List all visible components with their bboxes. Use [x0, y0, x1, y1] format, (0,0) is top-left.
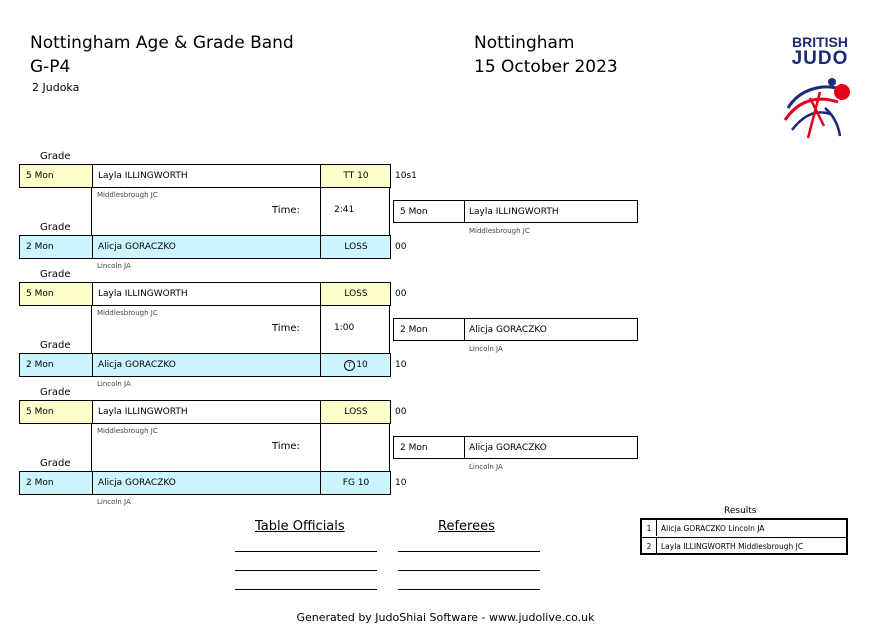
- winner-grade: 5 Mon: [400, 206, 428, 217]
- results-row: [642, 520, 846, 536]
- winner-grade: 2 Mon: [400, 324, 428, 335]
- blue-club: Lincoln JA: [97, 380, 131, 388]
- blue-name: Alicja GORACZKO: [92, 236, 320, 258]
- signature-line: [235, 589, 377, 590]
- logo-text-line1: BRITISH: [792, 34, 848, 50]
- category-label: G-P4: [30, 57, 71, 77]
- white-score: LOSS: [320, 283, 391, 305]
- grade-heading: Grade: [40, 151, 71, 162]
- winner-club: Middlesbrough JC: [469, 227, 530, 235]
- match-time: 2:41: [334, 205, 355, 215]
- blue-score-cell: [320, 236, 391, 258]
- white-name: Layla ILLINGWORTH: [92, 165, 320, 187]
- results-text: Alicja GORACZKO Lincoln JA: [661, 523, 765, 533]
- signature-line: [398, 589, 540, 590]
- winner-row: [393, 200, 638, 223]
- footer: Generated by JudoShiai Software - www.judolive.co.uk: [296, 611, 595, 624]
- technique-icon: T: [344, 360, 355, 371]
- blue-score: FG 10: [342, 478, 370, 488]
- location: Nottingham: [474, 33, 575, 53]
- table-officials-heading: Table Officials: [255, 519, 345, 534]
- signature-line: [398, 551, 540, 552]
- blue-competitor-row: [19, 353, 391, 377]
- competitors-count: 2 Judoka: [32, 81, 80, 94]
- winner-grade: 2 Mon: [400, 442, 428, 453]
- blue-name: Alicja GORACZKO: [92, 472, 320, 494]
- white-points: 00: [395, 289, 407, 299]
- winner-club: Lincoln JA: [469, 345, 503, 353]
- blue-grade: 2 Mon: [26, 360, 54, 370]
- blue-grade: 2 Mon: [26, 242, 54, 252]
- white-name: Layla ILLINGWORTH: [92, 401, 320, 423]
- white-club: Middlesbrough JC: [97, 309, 158, 317]
- blue-score: 10: [356, 360, 368, 370]
- date: 15 October 2023: [474, 57, 618, 77]
- white-grade: 5 Mon: [26, 289, 54, 299]
- white-competitor-row: [19, 282, 391, 306]
- blue-score-cell: [320, 354, 391, 376]
- signature-line: [235, 551, 377, 552]
- signature-line: [235, 570, 377, 571]
- white-grade: 5 Mon: [26, 407, 54, 417]
- blue-points: 10: [395, 360, 407, 370]
- white-score: LOSS: [320, 401, 391, 423]
- results-title: Results: [724, 506, 757, 516]
- results-row: [642, 538, 846, 554]
- winner-row: [393, 436, 638, 459]
- white-club: Middlesbrough JC: [97, 191, 158, 199]
- grade-heading: Grade: [40, 387, 71, 398]
- blue-club: Lincoln JA: [97, 498, 131, 506]
- referees-heading: Referees: [438, 519, 495, 534]
- blue-score: LOSS: [344, 242, 368, 252]
- winner-name: Alicja GORACZKO: [464, 437, 637, 458]
- results-text: Layla ILLINGWORTH Middlesbrough JC: [661, 541, 804, 551]
- logo-text-line2: JUDO: [791, 48, 849, 69]
- grade-heading: Grade: [40, 269, 71, 280]
- tournament-title: Nottingham Age & Grade Band: [30, 33, 294, 53]
- blue-competitor-row: [19, 471, 391, 495]
- white-points: 00: [395, 407, 407, 417]
- results-rank: 2: [642, 538, 657, 554]
- time-label: Time:: [272, 441, 300, 452]
- blue-grade: 2 Mon: [26, 478, 54, 488]
- blue-club: Lincoln JA: [97, 262, 131, 270]
- grade-heading: Grade: [40, 458, 71, 469]
- winner-row: [393, 318, 638, 341]
- white-grade: 5 Mon: [26, 171, 54, 181]
- match-time: 1:00: [334, 323, 355, 333]
- white-points: 10s1: [395, 171, 417, 181]
- judoka-emblem-icon: [780, 68, 860, 143]
- blue-competitor-row: [19, 235, 391, 259]
- blue-score-cell: [320, 472, 391, 494]
- winner-club: Lincoln JA: [469, 463, 503, 471]
- grade-heading: Grade: [40, 222, 71, 233]
- white-name: Layla ILLINGWORTH: [92, 283, 320, 305]
- time-label: Time:: [272, 323, 300, 334]
- signature-line: [398, 570, 540, 571]
- winner-name: Alicja GORACZKO: [464, 319, 637, 340]
- white-competitor-row: [19, 400, 391, 424]
- white-club: Middlesbrough JC: [97, 427, 158, 435]
- british-judo-logo: [780, 35, 860, 145]
- time-label: Time:: [272, 205, 300, 216]
- results-rank: 1: [642, 520, 657, 536]
- blue-points: 00: [395, 242, 407, 252]
- results-table: [640, 518, 848, 555]
- white-competitor-row: [19, 164, 391, 188]
- winner-name: Layla ILLINGWORTH: [464, 201, 637, 222]
- blue-name: Alicja GORACZKO: [92, 354, 320, 376]
- white-score: TT 10: [320, 165, 391, 187]
- grade-heading: Grade: [40, 340, 71, 351]
- blue-points: 10: [395, 478, 407, 488]
